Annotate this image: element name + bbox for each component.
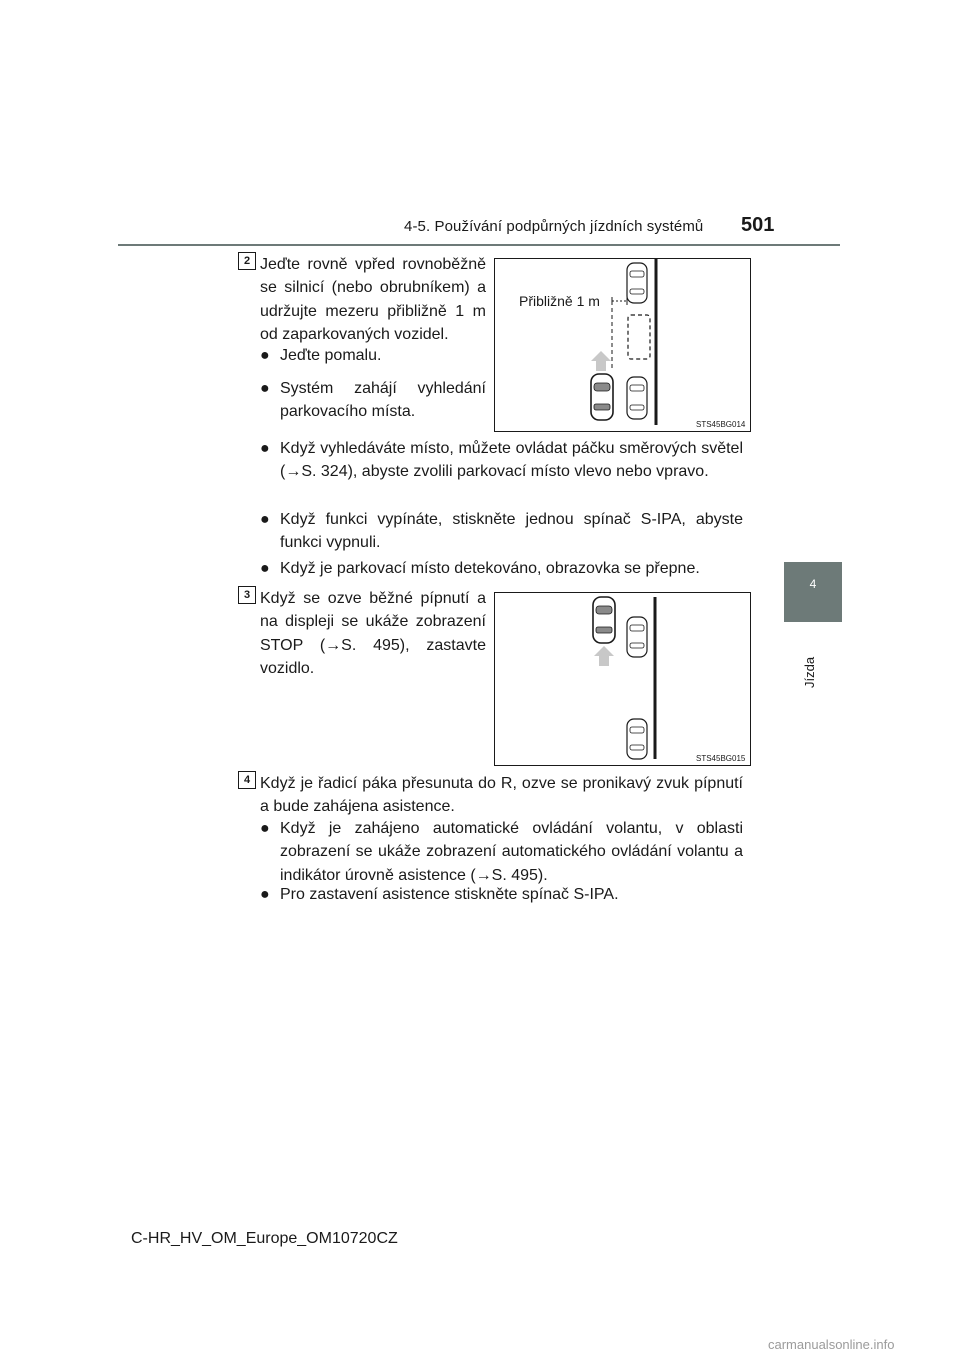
figure-code: STS45BG014 [696,420,746,429]
parked-car-top [627,263,647,303]
step2-bullet-4: ● Když funkci vypínáte, stiskněte jednou spínač S-IPA, abyste funkci vypnuli. [280,508,743,555]
own-car [591,374,613,420]
figure-code: STS45BG015 [696,754,746,763]
step2-bullet-5: ● Když je parkovací místo detekováno, obrazovka se přepne. [280,557,743,580]
step4-text: Když je řadicí páka přesunuta do R, ozve se pronikavý zvuk pípnutí a bude zahájena asistence. [260,775,743,816]
header-rule [118,244,840,246]
step2-bullet-2: ● Systém zahájí vyhledání parkovacího místa. [280,377,486,424]
bullet-icon: ● [260,380,270,397]
step2-bullet-1: ● Jeďte pomalu. [280,344,486,367]
document-code: C-HR_HV_OM_Europe_OM10720CZ [131,1230,398,1247]
bullet-icon: ● [260,560,270,577]
direction-arrow-icon [591,351,611,371]
watermark: carmanualsonline.info [768,1337,895,1352]
chapter-tab: 4 [784,562,842,622]
parked-car-bottom [627,377,647,419]
direction-arrow-icon [594,646,614,666]
bullet-icon: ● [260,511,270,528]
bullet-icon: ● [260,347,270,364]
section-title: 4-5. Používání podpůrných jízdních systémů [404,218,704,235]
free-parking-slot [628,315,650,359]
step-number-4: 4 [238,771,256,789]
parking-search-diagram [495,259,750,431]
figure-stop [494,592,751,766]
stop-diagram [495,593,750,765]
bullet-icon: ● [260,440,270,457]
step-number-2: 2 [238,252,256,270]
page-number: 501 [741,214,775,236]
bullet-icon: ● [260,820,270,837]
parked-car-top [627,617,647,657]
step2-bullet-3: ● Když vyhledáváte místo, můžete ovládat páčku směrových světel (→S. 324), abyste zvolili parkovací místo vlevo nebo vpravo. [280,437,743,484]
parked-car-bottom [627,719,647,759]
step2-text: Jeďte rovně vpřed rovnoběžně se silnicí (nebo obrubníkem) a udržujte mezeru přibližně 1 m od zaparkovaných vozidel. [260,256,486,343]
figure-parking-search [494,258,751,432]
own-car [593,597,615,643]
step-number-3: 3 [238,586,256,604]
step3-text: Když se ozve běžné pípnutí a na displeji se ukáže zobrazení STOP (→S. 495), zastavte vozidlo. [260,590,486,677]
distance-label: Přibližně 1 m [519,293,600,309]
bullet-icon: ● [260,886,270,903]
step4-bullet-2: ● Pro zastavení asistence stiskněte spínač S-IPA. [280,883,743,906]
step4-bullet-1: ● Když je zahájeno automatické ovládání volantu, v oblasti zobrazení se ukáže zobrazení automatického ovládání volantu a indikátor úrovně asistence (→S. 495). [280,817,743,887]
chapter-label: Jízda [802,656,817,688]
